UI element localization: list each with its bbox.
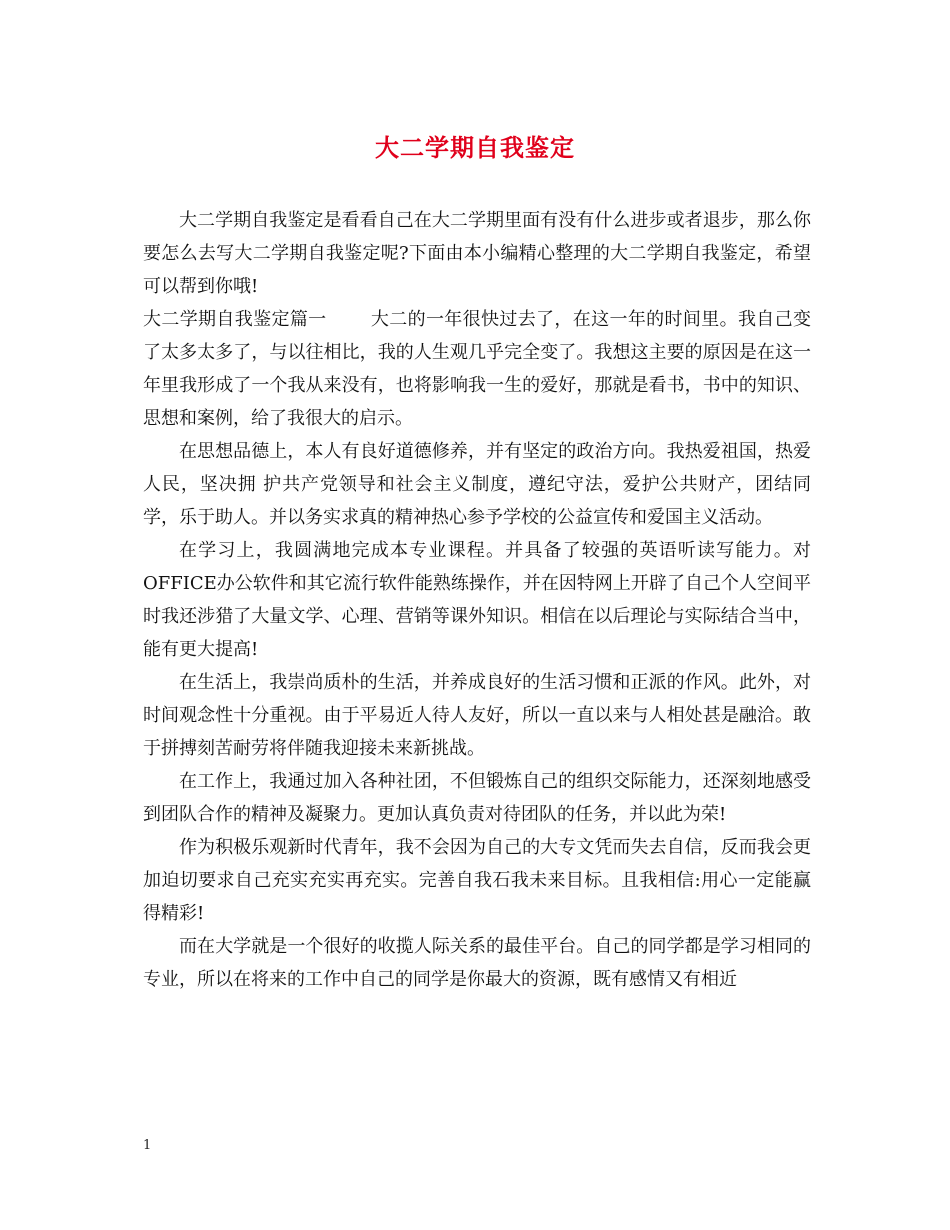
paragraph-ideology: 在思想品德上，本人有良好道德修养，并有坚定的政治方向。我热爱祖国，热爱人民，坚决拥 护共产党领导和社会主义制度，遵纪守法，爱护公共财产，团结同学，乐于助人。并以务实求真的精神热心参予学校的公益宣传和爱国主义活动。	[143, 441, 811, 528]
section-heading: 大二学期自我鉴定篇一	[143, 309, 327, 330]
section-first-paragraph	[143, 303, 811, 435]
paragraph-work: 在工作上，我通过加入各种社团，不但锻炼自己的组织交际能力，还深刻地感受到团队合作的精神及凝聚力。更加认真负责对待团队的任务，并以此为荣!	[143, 771, 811, 825]
page-number: 1	[143, 1138, 152, 1153]
document-body	[143, 204, 811, 996]
intro-paragraph: 大二学期自我鉴定是看看自己在大二学期里面有没有什么进步或者退步，那么你要怎么去写大二学期自我鉴定呢?下面由本小编精心整理的大二学期自我鉴定，希望可以帮到你哦!	[143, 210, 811, 297]
paragraph-attitude: 作为积极乐观新时代青年，我不会因为自己的大专文凭而失去自信，反而我会更加迫切要求自己充实充实再充实。完善自我石我未来目标。且我相信:用心一定能赢得精彩!	[143, 837, 811, 924]
document-title: 大二学期自我鉴定	[375, 133, 575, 162]
section-first-text: 大二的一年很快过去了，在这一年的时间里。我自己变了太多太多了，与以往相比，我的人生观几乎完全变了。我想这主要的原因是在这一年里我形成了一个我从来没有，也将影响我一生的爱好，那就是看书，书中的知识、思想和案例，给了我很大的启示。	[143, 309, 811, 429]
paragraph-life: 在生活上，我崇尚质朴的生活，并养成良好的生活习惯和正派的作风。此外，对时间观念性十分重视。由于平易近人待人友好，所以一直以来与人相处甚是融洽。敢于拼搏刻苦耐劳将伴随我迎接未来新挑战。	[143, 672, 811, 759]
paragraph-study: 在学习上，我圆满地完成本专业课程。并具备了较强的英语听读写能力。对OFFICE办公软件和其它流行软件能熟练操作，并在因特网上开辟了自己个人空间平时我还涉猎了大量文学、心理、营销等课外知识。相信在以后理论与实际结合当中，能有更大提高!	[143, 540, 811, 660]
paragraph-relationships: 而在大学就是一个很好的收揽人际关系的最佳平台。自己的同学都是学习相同的专业，所以在将来的工作中自己的同学是你最大的资源，既有感情又有相近	[143, 936, 811, 990]
